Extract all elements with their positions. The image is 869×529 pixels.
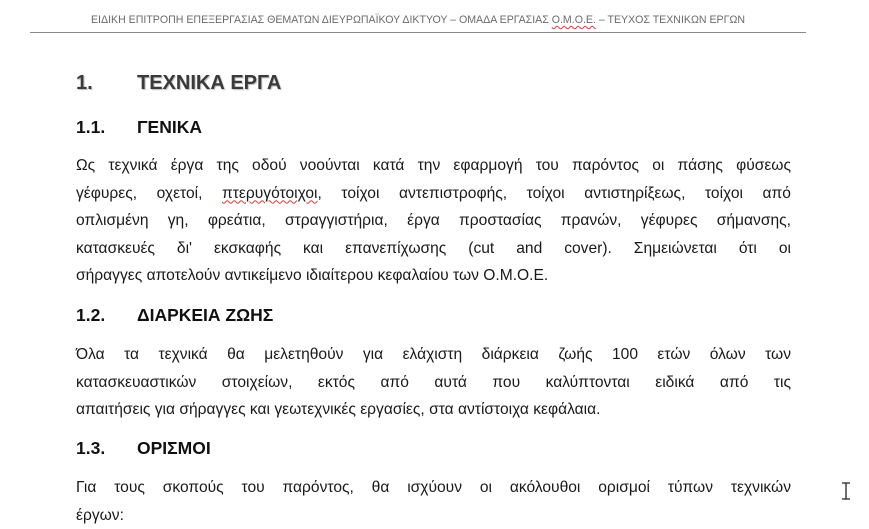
heading-title: ΟΡΙΣΜΟΙ bbox=[137, 438, 211, 458]
heading-section-1-2 bbox=[76, 304, 273, 326]
text-cursor-icon bbox=[840, 482, 852, 500]
paragraph-line: κατασκευές δι' εκσκαφής και επανεπίχωσης (cut and cover). Σημειώνεται ότι οι bbox=[76, 239, 791, 257]
text-run: γέφυρες, οχετοί, bbox=[76, 184, 223, 202]
paragraph-service-life[interactable] bbox=[76, 341, 791, 424]
paragraph-line: έργων: bbox=[76, 506, 124, 524]
heading-title: ΔΙΑΡΚΕΙΑ ΖΩΗΣ bbox=[137, 305, 274, 325]
page-header bbox=[30, 12, 806, 33]
heading-number: 1. bbox=[76, 72, 93, 94]
heading-number: 1.2. bbox=[76, 305, 106, 325]
heading-section-1-3 bbox=[76, 437, 211, 459]
heading-title: ΤΕΧΝΙΚΑ ΕΡΓΑ bbox=[137, 72, 282, 94]
paragraph-line: Όλα τα τεχνικά θα μελετηθούν για ελάχιστη διάρκεια ζωής 100 ετών όλων των bbox=[76, 346, 791, 363]
heading-number: 1.3. bbox=[76, 438, 106, 458]
heading-section-1 bbox=[76, 70, 281, 96]
paragraph-line: απαιτήσεις για σήραγγες και γεωτεχνικές εργασίες, στα αντίστοιχα κεφάλαια. bbox=[76, 401, 601, 418]
paragraph-line: Ως τεχνικά έργα της οδού νοούνται κατά την εφαρμογή του παρόντος οι πάσης φύσεως bbox=[76, 157, 791, 174]
header-text-start: ΕΙΔΙΚΗ ΕΠΙΤΡΟΠΗ ΕΠΕΞΕΡΓΑΣΙΑΣ ΘΕΜΑΤΩΝ ΔΙΕΥΡΩΠΑΪΚΟΥ ΔΙΚΤΥΟΥ – ΟΜΑΔΑ ΕΡΓΑΣΙΑΣ bbox=[90, 14, 552, 26]
header-text-underlined: Ο.Μ.Ο.Ε. bbox=[551, 14, 596, 26]
heading-title: ΓΕΝΙΚΑ bbox=[137, 117, 202, 137]
paragraph-line: Για τους σκοπούς του παρόντος, θα ισχύουν οι ακόλουθοι ορισμοί τύπων τεχνικών bbox=[76, 479, 791, 496]
paragraph-general[interactable] bbox=[76, 152, 791, 290]
paragraph-definitions[interactable] bbox=[76, 474, 791, 529]
paragraph-line bbox=[76, 180, 791, 208]
heading-number: 1.1. bbox=[76, 117, 106, 137]
paragraph-line: κατασκευαστικών στοιχείων, εκτός από αυτά που καλύπτονται ειδικά από τις bbox=[76, 373, 791, 391]
heading-section-1-1 bbox=[76, 116, 202, 138]
paragraph-line: σήραγγες αποτελούν αντικείμενο ιδιαίτερου κεφαλαίου των Ο.Μ.Ο.Ε. bbox=[76, 267, 549, 284]
header-text-end: – ΤΕΥΧΟΣ ΤΕΧΝΙΚΩΝ ΕΡΓΩΝ bbox=[595, 14, 746, 26]
spellcheck-underlined-word: πτερυγότοιχοι bbox=[222, 184, 318, 202]
text-run: , τοίχοι αντεπιστροφής, τοίχοι αντιστηρίξεως, τοίχοι από bbox=[317, 184, 791, 202]
paragraph-line: οπλισμένη γη, φρεάτια, στραγγιστήρια, έργα προστασίας πρανών, γέφυρες σήμανσης, bbox=[76, 212, 791, 229]
